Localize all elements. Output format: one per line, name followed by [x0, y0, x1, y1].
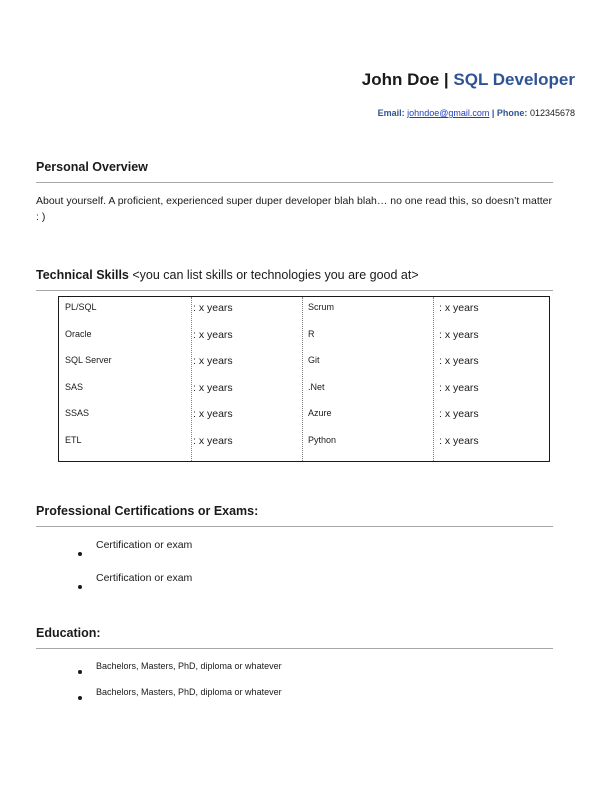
- certifications-list: [62, 537, 192, 603]
- skill-name: .Net: [308, 381, 325, 392]
- skill-name: ETL: [65, 435, 82, 445]
- email-label: Email:: [377, 108, 405, 118]
- section-divider: [36, 648, 553, 649]
- certification-text: Certification or exam: [96, 572, 193, 584]
- skill-years: : x years: [193, 435, 233, 447]
- name-separator: |: [443, 70, 449, 89]
- section-title-education: Education:: [36, 626, 101, 640]
- skill-name: SSAS: [65, 408, 90, 419]
- contact-separator: |: [491, 108, 495, 118]
- phone-label: Phone:: [496, 108, 528, 118]
- list-item: [62, 685, 282, 711]
- education-text: Bachelors, Masters, PhD, diploma or whatever: [96, 661, 282, 671]
- bullet-icon: [78, 552, 82, 556]
- education-text: Bachelors, Masters, PhD, diploma or whatever: [96, 687, 282, 697]
- section-divider: [36, 182, 553, 183]
- overview-text: About yourself. A proficient, experienced super duper developer blah blah… no one read this, so doesn’t matter : ): [36, 195, 552, 223]
- skill-name: R: [308, 328, 315, 339]
- certification-text: Certification or exam: [96, 539, 193, 551]
- skill-name: SAS: [65, 381, 84, 392]
- list-item: [62, 570, 192, 603]
- candidate-name: John Doe: [361, 70, 440, 89]
- email-link[interactable]: johndoe@gmail.com: [407, 108, 490, 118]
- skills-hint: <you can list skills or technologies you are good at>: [132, 268, 419, 282]
- skills-table: [58, 296, 550, 462]
- contact-line: [378, 108, 575, 118]
- table-column-divider: [302, 297, 304, 461]
- skill-name: Git: [308, 355, 320, 366]
- bullet-icon: [78, 585, 82, 589]
- table-column-divider: [433, 297, 435, 461]
- skill-years: : x years: [193, 328, 233, 341]
- skill-years: : x years: [439, 328, 479, 341]
- bullet-icon: [78, 696, 82, 700]
- skill-name: Scrum: [308, 302, 335, 312]
- skill-years: : x years: [439, 435, 479, 447]
- skill-years: : x years: [193, 355, 233, 368]
- skill-name: Python: [308, 435, 337, 445]
- skill-years: : x years: [193, 381, 233, 394]
- section-divider: [36, 526, 553, 527]
- skill-name: Oracle: [65, 328, 92, 339]
- section-title-certifications: Professional Certifications or Exams:: [36, 504, 259, 518]
- list-item: [62, 537, 192, 570]
- list-item: [62, 659, 282, 685]
- section-title-overview: Personal Overview: [36, 160, 148, 174]
- skill-years: : x years: [439, 381, 479, 394]
- job-title: SQL Developer: [453, 70, 575, 89]
- phone-number: 012345678: [529, 108, 575, 118]
- skill-years: : x years: [439, 408, 479, 421]
- skill-years: : x years: [439, 302, 479, 314]
- skill-years: : x years: [439, 355, 479, 368]
- resume-header: [362, 70, 575, 90]
- skill-years: : x years: [193, 302, 233, 314]
- bullet-icon: [78, 670, 82, 674]
- section-title-skills: [36, 268, 419, 282]
- skill-name: PL/SQL: [65, 302, 97, 312]
- skill-years: : x years: [193, 408, 233, 421]
- education-list: [62, 659, 282, 711]
- skill-name: SQL Server: [65, 355, 112, 366]
- section-divider: [36, 290, 553, 291]
- skills-title: Technical Skills: [36, 268, 129, 282]
- skill-name: Azure: [308, 408, 332, 419]
